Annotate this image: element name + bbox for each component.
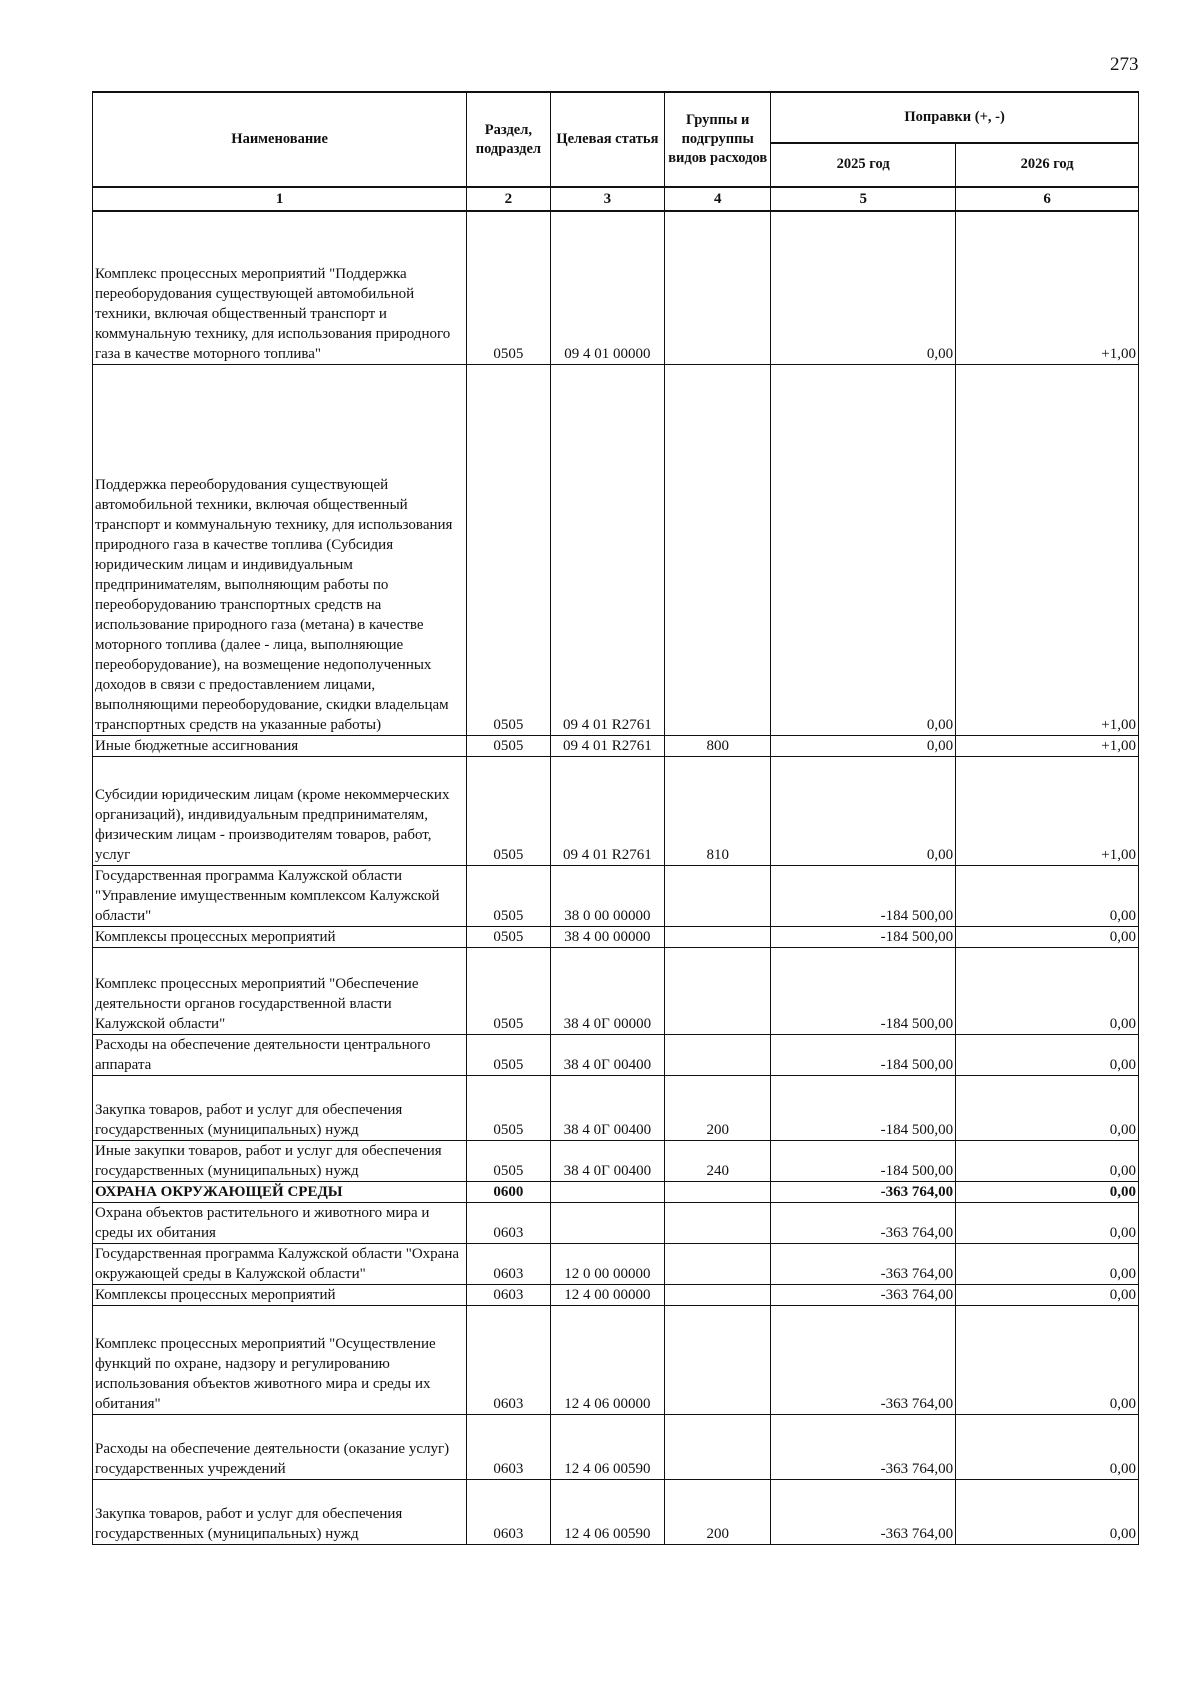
row-section: 0505	[467, 211, 550, 365]
row-2026: +1,00	[956, 211, 1139, 365]
row-section: 0505	[467, 1076, 550, 1141]
row-group	[665, 948, 771, 1035]
row-name: Иные закупки товаров, работ и услуг для обеспечения государственных (муниципальных) нужд	[93, 1141, 467, 1182]
row-2025: -363 764,00	[771, 1415, 956, 1480]
row-target: 38 4 0Г 00400	[550, 1141, 665, 1182]
row-2025: -363 764,00	[771, 1285, 956, 1306]
row-2025: -184 500,00	[771, 1076, 956, 1141]
row-2025: 0,00	[771, 365, 956, 736]
row-name: Комплексы процессных мероприятий	[93, 1285, 467, 1306]
header-amendments: Поправки (+, -)	[771, 92, 1139, 143]
row-2026: 0,00	[956, 1076, 1139, 1141]
row-2026: 0,00	[956, 866, 1139, 927]
row-target: 09 4 01 R2761	[550, 757, 665, 866]
row-name: Комплекс процессных мероприятий "Обеспечение деятельности органов государственной власти Калужской области"	[93, 948, 467, 1035]
row-group	[665, 1035, 771, 1076]
row-group	[665, 1203, 771, 1244]
row-target: 12 0 00 00000	[550, 1244, 665, 1285]
row-group: 200	[665, 1076, 771, 1141]
row-section: 0505	[467, 927, 550, 948]
header-col-number: 4	[665, 187, 771, 211]
row-2026: 0,00	[956, 1182, 1139, 1203]
row-2026: 0,00	[956, 1285, 1139, 1306]
table-row	[93, 1141, 1139, 1182]
row-section: 0603	[467, 1480, 550, 1545]
row-name: Расходы на обеспечение деятельности центрального аппарата	[93, 1035, 467, 1076]
row-name: Субсидии юридическим лицам (кроме некоммерческих организаций), индивидуальным предпринимателям, физическим лицам - производителям товаров, работ, услуг	[93, 757, 467, 866]
page-number: 273	[1110, 54, 1139, 75]
row-section: 0505	[467, 948, 550, 1035]
row-target	[550, 1203, 665, 1244]
row-name: Государственная программа Калужской области "Управление имущественным комплексом Калужской области"	[93, 866, 467, 927]
header-col-number: 5	[771, 187, 956, 211]
table-row	[93, 1035, 1139, 1076]
table-row	[93, 211, 1139, 365]
header-name: Наименование	[93, 92, 467, 187]
table-row	[93, 927, 1139, 948]
row-target: 09 4 01 00000	[550, 211, 665, 365]
row-target: 12 4 00 00000	[550, 1285, 665, 1306]
row-2025: -363 764,00	[771, 1244, 956, 1285]
row-name: Комплекс процессных мероприятий "Осуществление функций по охране, надзору и регулированию использования объектов животного мира и среды их обитания"	[93, 1306, 467, 1415]
row-2026: 0,00	[956, 1415, 1139, 1480]
row-group	[665, 1285, 771, 1306]
row-2026: +1,00	[956, 757, 1139, 866]
row-2025: 0,00	[771, 757, 956, 866]
row-name: Комплексы процессных мероприятий	[93, 927, 467, 948]
header-section: Раздел, подраздел	[467, 92, 550, 187]
table-row	[93, 1182, 1139, 1203]
row-section: 0603	[467, 1306, 550, 1415]
row-target: 38 4 00 00000	[550, 927, 665, 948]
row-target: 38 4 0Г 00000	[550, 948, 665, 1035]
table-row	[93, 1306, 1139, 1415]
row-name: Поддержка переоборудования существующей автомобильной техники, включая общественный транспорт и коммунальную технику, для использования природного газа в качестве топлива (Субсидия юридическим лицам и индивидуальным предпринимателям, выполняющим работы по переоборудованию транспортных средств на использование природного газа (метана) в качестве моторного топлива (далее - лица, выполняющие переоборудование), на возмещение недополученных доходов в связи с предоставлением лицами, выполняющими переоборудование, скидки владельцам транспортных средств на указанные работы)	[93, 365, 467, 736]
row-section: 0603	[467, 1285, 550, 1306]
row-2026: +1,00	[956, 736, 1139, 757]
table-row	[93, 1203, 1139, 1244]
row-2026: 0,00	[956, 1141, 1139, 1182]
table-row	[93, 736, 1139, 757]
row-target	[550, 1182, 665, 1203]
header-year-2026: 2026 год	[956, 143, 1139, 187]
row-2025: -184 500,00	[771, 1141, 956, 1182]
row-name: ОХРАНА ОКРУЖАЮЩЕЙ СРЕДЫ	[93, 1182, 467, 1203]
row-2026: 0,00	[956, 948, 1139, 1035]
row-name: Охрана объектов растительного и животного мира и среды их обитания	[93, 1203, 467, 1244]
header-year-2025: 2025 год	[771, 143, 956, 187]
table-row	[93, 948, 1139, 1035]
header-col-number: 6	[956, 187, 1139, 211]
header-target: Целевая статья	[550, 92, 665, 187]
row-2026: 0,00	[956, 1244, 1139, 1285]
row-name: Комплекс процессных мероприятий "Поддержка переоборудования существующей автомобильной техники, включая общественный транспорт и коммунальную технику, для использования природного газа в качестве моторного топлива"	[93, 211, 467, 365]
row-section: 0600	[467, 1182, 550, 1203]
row-target: 12 4 06 00590	[550, 1480, 665, 1545]
row-2025: -184 500,00	[771, 948, 956, 1035]
row-target: 09 4 01 R2761	[550, 365, 665, 736]
row-target: 38 4 0Г 00400	[550, 1076, 665, 1141]
table-row	[93, 866, 1139, 927]
header-col-number: 2	[467, 187, 550, 211]
row-2025: -184 500,00	[771, 1035, 956, 1076]
row-section: 0505	[467, 736, 550, 757]
row-2025: -363 764,00	[771, 1480, 956, 1545]
row-2025: -184 500,00	[771, 927, 956, 948]
row-target: 12 4 06 00000	[550, 1306, 665, 1415]
row-section: 0505	[467, 757, 550, 866]
row-name: Закупка товаров, работ и услуг для обеспечения государственных (муниципальных) нужд	[93, 1076, 467, 1141]
table-row	[93, 1285, 1139, 1306]
row-2026: 0,00	[956, 1203, 1139, 1244]
row-2026: 0,00	[956, 1306, 1139, 1415]
row-target: 12 4 06 00590	[550, 1415, 665, 1480]
row-group: 800	[665, 736, 771, 757]
row-group: 810	[665, 757, 771, 866]
row-target: 09 4 01 R2761	[550, 736, 665, 757]
row-target: 38 0 00 00000	[550, 866, 665, 927]
row-group	[665, 866, 771, 927]
row-section: 0505	[467, 365, 550, 736]
table-row	[93, 365, 1139, 736]
row-2026: 0,00	[956, 927, 1139, 948]
table-row	[93, 1415, 1139, 1480]
row-2026: 0,00	[956, 1035, 1139, 1076]
row-name: Расходы на обеспечение деятельности (оказание услуг) государственных учреждений	[93, 1415, 467, 1480]
row-2025: -363 764,00	[771, 1182, 956, 1203]
row-2025: -363 764,00	[771, 1306, 956, 1415]
table-row	[93, 1244, 1139, 1285]
header-col-number: 1	[93, 187, 467, 211]
row-2025: -363 764,00	[771, 1203, 956, 1244]
header-col-number: 3	[550, 187, 665, 211]
row-2025: 0,00	[771, 211, 956, 365]
row-2025: 0,00	[771, 736, 956, 757]
row-group	[665, 211, 771, 365]
row-group: 240	[665, 1141, 771, 1182]
row-name: Закупка товаров, работ и услуг для обеспечения государственных (муниципальных) нужд	[93, 1480, 467, 1545]
table-row	[93, 1076, 1139, 1141]
row-group	[665, 927, 771, 948]
row-group	[665, 365, 771, 736]
row-section: 0505	[467, 1035, 550, 1076]
row-section: 0603	[467, 1244, 550, 1285]
budget-amendments-table	[92, 91, 1139, 1545]
row-2025: -184 500,00	[771, 866, 956, 927]
row-group	[665, 1244, 771, 1285]
row-group	[665, 1415, 771, 1480]
row-2026: 0,00	[956, 1480, 1139, 1545]
row-2026: +1,00	[956, 365, 1139, 736]
row-section: 0505	[467, 1141, 550, 1182]
row-section: 0603	[467, 1203, 550, 1244]
row-group: 200	[665, 1480, 771, 1545]
table-row	[93, 757, 1139, 866]
header-groups: Группы и подгруппы видов расходов	[665, 92, 771, 187]
row-name: Иные бюджетные ассигнования	[93, 736, 467, 757]
row-group	[665, 1306, 771, 1415]
row-name: Государственная программа Калужской области "Охрана окружающей среды в Калужской области"	[93, 1244, 467, 1285]
row-section: 0505	[467, 866, 550, 927]
row-target: 38 4 0Г 00400	[550, 1035, 665, 1076]
table-row	[93, 1480, 1139, 1545]
row-group	[665, 1182, 771, 1203]
row-section: 0603	[467, 1415, 550, 1480]
